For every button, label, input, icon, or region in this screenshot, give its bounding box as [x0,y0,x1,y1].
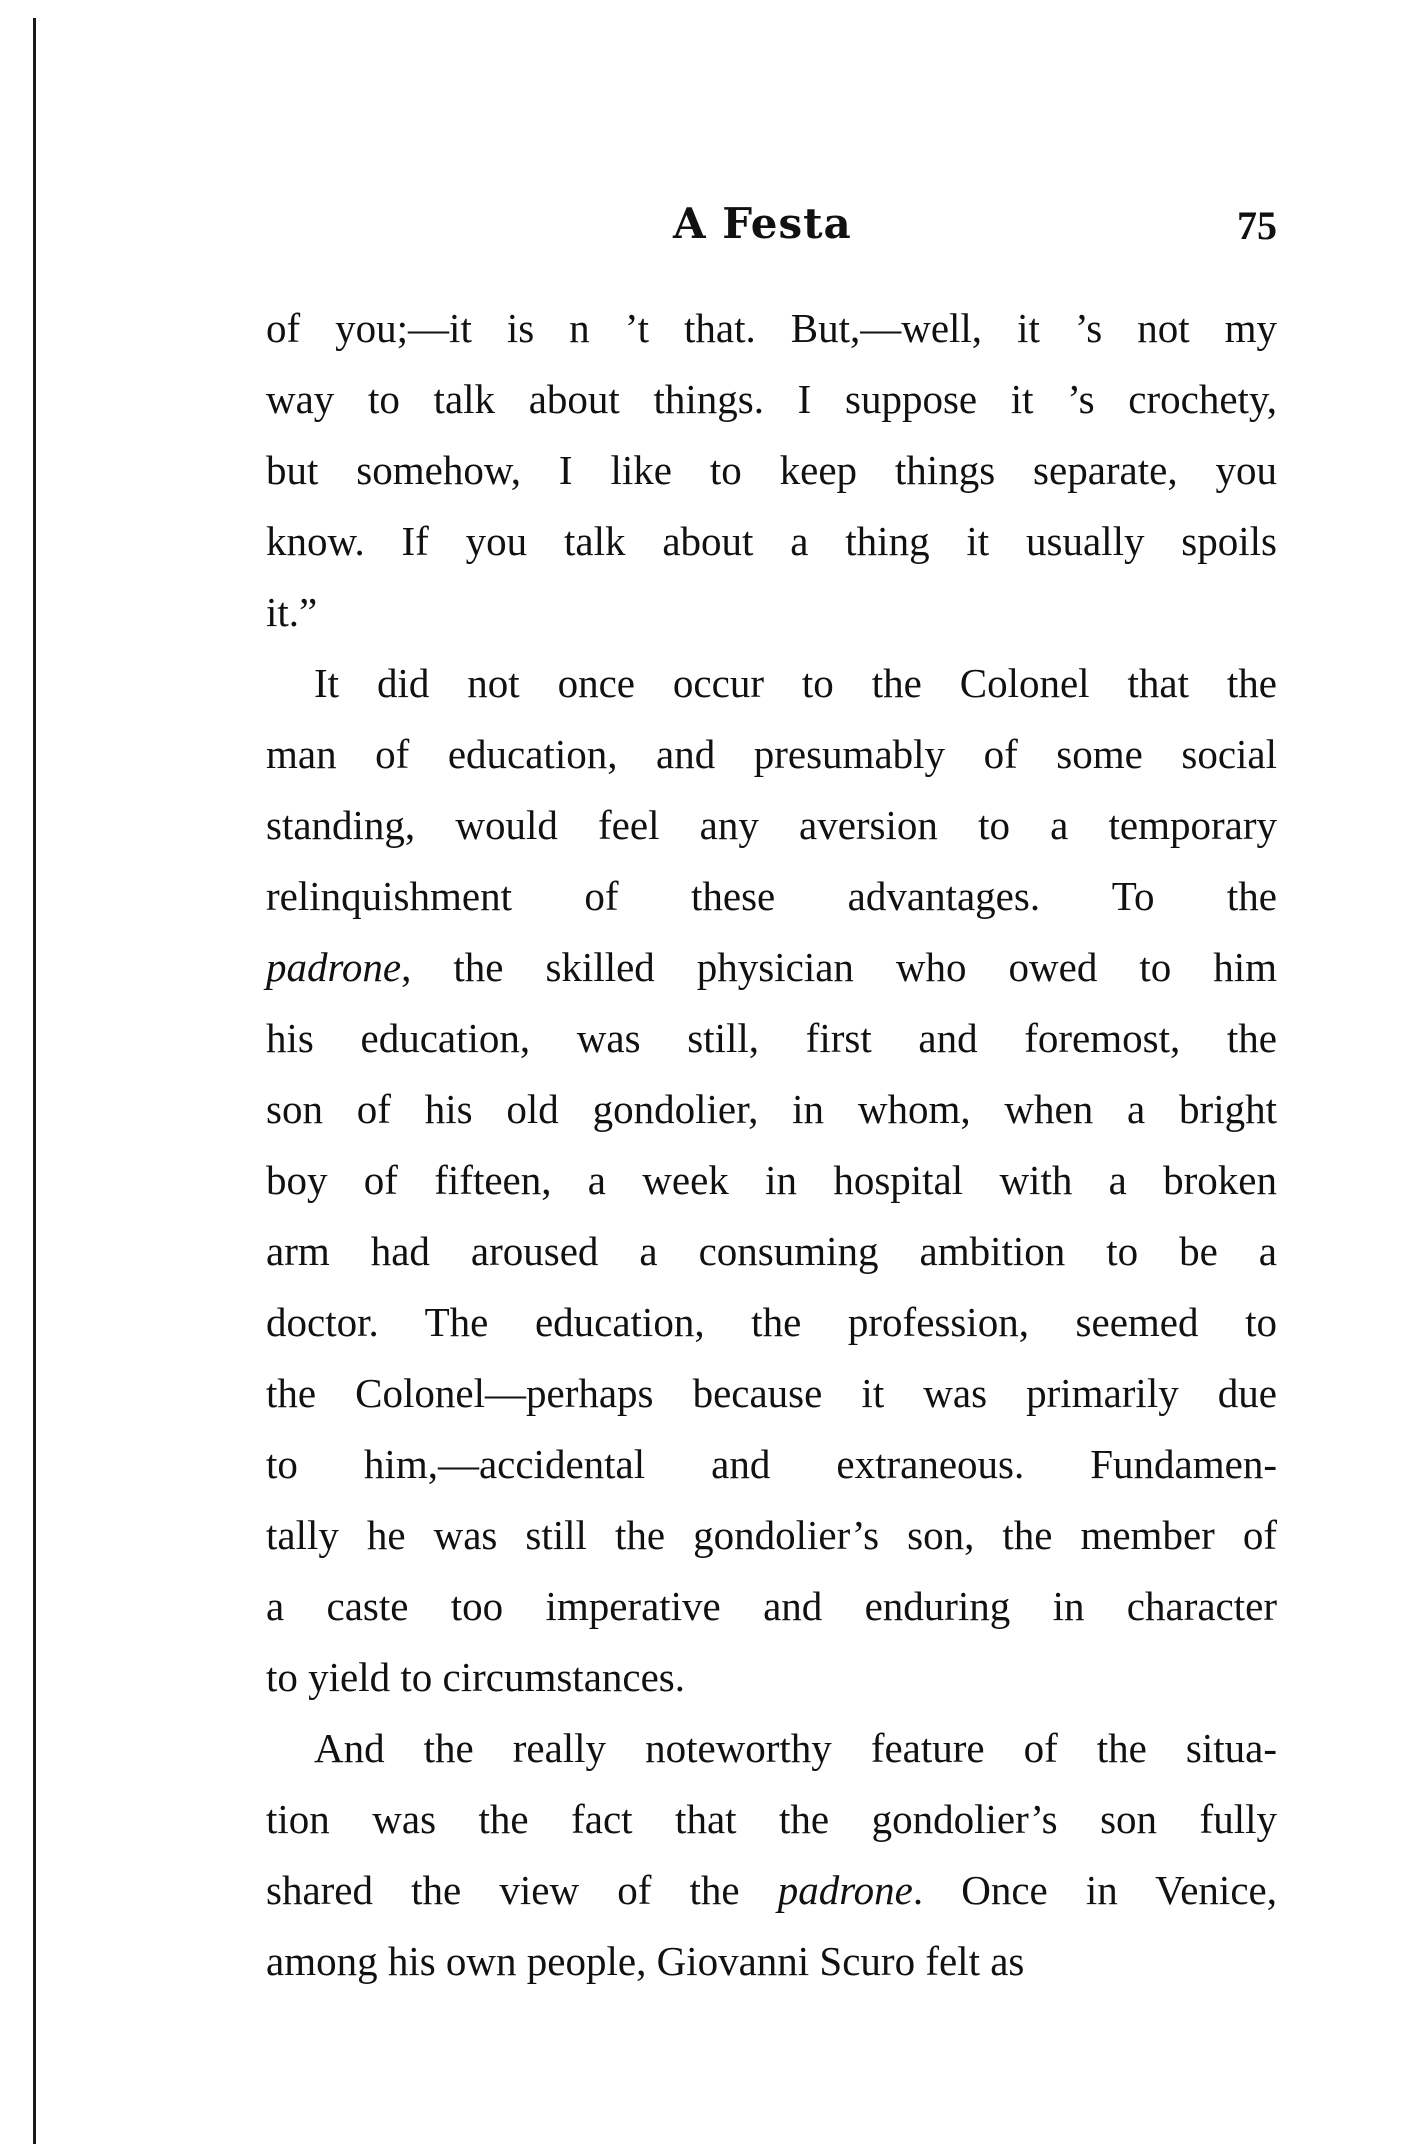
text-segment: to yield to circumstances. [266,1654,685,1700]
text-line [266,1713,1277,1784]
text-line [266,1287,1277,1358]
text-line [266,1358,1277,1429]
text-segment: arm had aroused a consuming ambition to be a [266,1228,1277,1274]
page-number: 75 [1237,203,1277,248]
text-segment: shared the view of the [266,1867,778,1913]
text-segment: a caste too imperative and enduring in character [266,1583,1277,1629]
text-line [266,790,1277,861]
page-edge-line [33,18,36,2144]
text-segment: , the skilled physician who owed to him [401,944,1277,990]
text-segment: among his own people, Giovanni Scuro felt as [266,1938,1025,1984]
paragraph [266,1713,1277,1997]
text-line [266,506,1277,577]
text-line [266,1926,1277,1997]
text-segment: son of his old gondolier, in whom, when a bright [266,1086,1277,1132]
text-segment: standing, would feel any aversion to a temporary [266,802,1277,848]
running-head [266,196,1277,252]
text-segment: man of education, and presumably of some social [266,731,1277,777]
text-segment: his education, was still, first and foremost, the [266,1015,1277,1061]
text-line [266,1642,1277,1713]
text-segment: but somehow, I like to keep things separate, you [266,447,1277,493]
text-segment: to him,—accidental and extraneous. Fundamen- [266,1441,1277,1487]
text-line [266,1855,1277,1926]
text-segment: of you;—it is n ’t that. But,—well, it ’s not my [266,305,1277,351]
italic-text: padrone [266,944,402,990]
text-line [266,1571,1277,1642]
text-segment: way to talk about things. I suppose it ’s crochety, [266,376,1277,422]
text-line [266,435,1277,506]
text-segment: the Colonel—perhaps because it was primarily due [266,1370,1277,1416]
text-segment: relinquishment of these advantages. To the [266,873,1277,919]
text-line [266,1429,1277,1500]
paragraph [266,293,1277,648]
text-line [266,1500,1277,1571]
text-line [266,1003,1277,1074]
text-segment: know. If you talk about a thing it usually spoils [266,518,1277,564]
text-segment: . Once in Venice, [912,1867,1277,1913]
text-line [266,1216,1277,1287]
text-line [266,648,1277,719]
text-line [266,861,1277,932]
text-segment: tally he was still the gondolier’s son, the member of [266,1512,1277,1558]
text-segment: It did not once occur to the Colonel that the [314,660,1277,706]
body-text [266,293,1277,1997]
text-segment: tion was the fact that the gondolier’s son fully [266,1796,1277,1842]
text-line [266,293,1277,364]
text-line [266,364,1277,435]
text-line [266,1145,1277,1216]
text-segment: boy of fifteen, a week in hospital with a broken [266,1157,1277,1203]
text-segment: it.” [266,589,318,635]
running-head-title: A Festa [673,199,852,248]
text-line [266,1784,1277,1855]
text-line [266,1074,1277,1145]
text-line [266,719,1277,790]
text-line [266,577,1277,648]
text-segment: And the really noteworthy feature of the situa- [314,1725,1277,1771]
italic-text: padrone [777,1867,913,1913]
paragraph [266,648,1277,1713]
text-segment: doctor. The education, the profession, seemed to [266,1299,1277,1345]
text-line [266,932,1277,1003]
